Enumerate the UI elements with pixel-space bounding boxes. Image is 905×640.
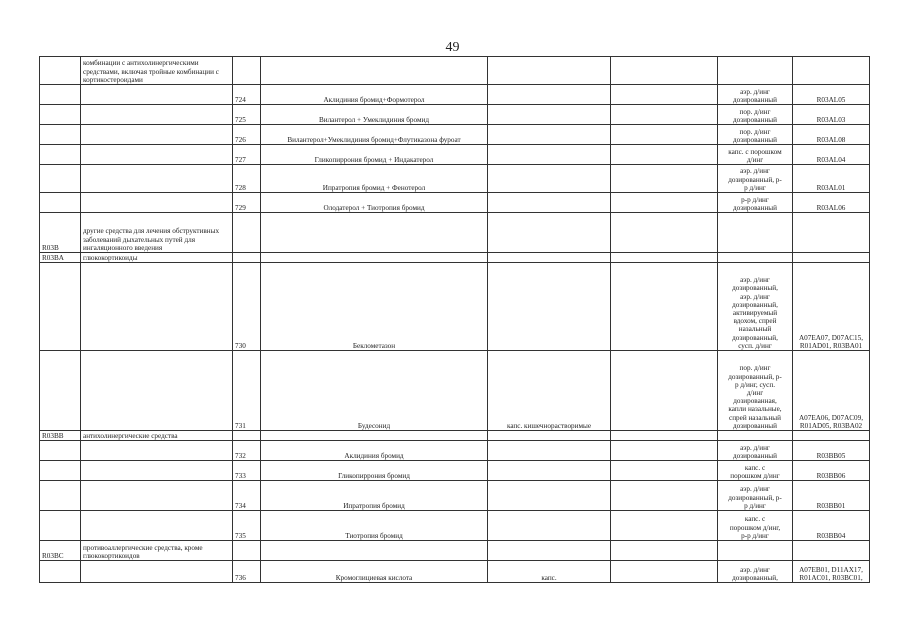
atc-group-code xyxy=(40,263,81,351)
dosage-form xyxy=(718,253,793,263)
empty-cell xyxy=(611,441,718,461)
table-row xyxy=(40,351,870,431)
dosage-form: капс. с порошком д/инг xyxy=(718,145,793,165)
dosage-form: аэр. д/инг дозированный xyxy=(718,441,793,461)
atc-codes xyxy=(793,57,870,85)
dosage-form: пор. д/инг дозированный, р- р д/инг, сусп. д/инг дозированная, капли назальные, спрей назальный дозированный xyxy=(718,351,793,431)
dosage-form: капс. с порошком д/инг xyxy=(718,461,793,481)
row-number xyxy=(233,541,261,561)
atc-codes: R03AL06 xyxy=(793,193,870,213)
atc-group-description: противоаллергические средства, кроме глюкокортикоидов xyxy=(81,541,233,561)
atc-group-code: R03BC xyxy=(40,541,81,561)
substance-name: Ипратропия бромид xyxy=(261,481,488,511)
dosage-form: пор. д/инг дозированный xyxy=(718,125,793,145)
substance-name: Гликопиррония бромид xyxy=(261,461,488,481)
substance-name: Аклидиния бромид+Формотерол xyxy=(261,85,488,105)
table-row xyxy=(40,213,870,253)
row-number: 731 xyxy=(233,351,261,431)
atc-codes xyxy=(793,213,870,253)
note-cell xyxy=(488,105,611,125)
empty-cell xyxy=(611,481,718,511)
row-number: 730 xyxy=(233,263,261,351)
dosage-form xyxy=(718,57,793,85)
empty-cell xyxy=(611,263,718,351)
dosage-form: аэр. д/инг дозированный, xyxy=(718,561,793,583)
empty-cell xyxy=(611,561,718,583)
empty-cell xyxy=(611,193,718,213)
substance-name: Гликопиррония бромид + Индакатерол xyxy=(261,145,488,165)
row-number xyxy=(233,57,261,85)
table-row xyxy=(40,105,870,125)
atc-codes xyxy=(793,541,870,561)
substance-name: Будесонид xyxy=(261,351,488,431)
atc-group-code xyxy=(40,511,81,541)
substance-name: Ипратропия бромид + Фенотерол xyxy=(261,165,488,193)
substance-name: Аклидиния бромид xyxy=(261,441,488,461)
note-cell xyxy=(488,541,611,561)
atc-group-code: R03BA xyxy=(40,253,81,263)
atc-group-description xyxy=(81,263,233,351)
atc-codes: R03AL01 xyxy=(793,165,870,193)
note-cell xyxy=(488,165,611,193)
atc-codes: R03AL04 xyxy=(793,145,870,165)
table-row xyxy=(40,253,870,263)
empty-cell xyxy=(611,85,718,105)
substance-name: Вилантерол + Умеклидиния бромид xyxy=(261,105,488,125)
empty-cell xyxy=(611,105,718,125)
dosage-form xyxy=(718,213,793,253)
atc-group-code xyxy=(40,145,81,165)
dosage-form: р-р д/инг дозированный xyxy=(718,193,793,213)
empty-cell xyxy=(611,351,718,431)
atc-group-code: R03B xyxy=(40,213,81,253)
note-cell: капс. кишечнорастворимые xyxy=(488,351,611,431)
atc-group-description xyxy=(81,441,233,461)
atc-group-description xyxy=(81,561,233,583)
atc-codes xyxy=(793,431,870,441)
atc-group-code xyxy=(40,105,81,125)
atc-group-code xyxy=(40,461,81,481)
atc-group-description: комбинации с антихолинергическими средствами, включая тройные комбинации с кортикостероидами xyxy=(81,57,233,85)
atc-group-description xyxy=(81,193,233,213)
note-cell xyxy=(488,263,611,351)
substance-name xyxy=(261,57,488,85)
empty-cell xyxy=(611,165,718,193)
note-cell xyxy=(488,145,611,165)
row-number: 729 xyxy=(233,193,261,213)
dosage-form xyxy=(718,431,793,441)
atc-codes: R03BB06 xyxy=(793,461,870,481)
note-cell xyxy=(488,481,611,511)
atc-group-description xyxy=(81,105,233,125)
atc-group-description xyxy=(81,481,233,511)
substance-name: Беклометазон xyxy=(261,263,488,351)
row-number: 724 xyxy=(233,85,261,105)
atc-group-code xyxy=(40,481,81,511)
atc-codes: R03AL05 xyxy=(793,85,870,105)
note-cell: капс. xyxy=(488,561,611,583)
substance-name xyxy=(261,431,488,441)
atc-group-code xyxy=(40,57,81,85)
table-row xyxy=(40,165,870,193)
atc-codes: R03AL03 xyxy=(793,105,870,125)
table-row xyxy=(40,145,870,165)
atc-group-code xyxy=(40,441,81,461)
note-cell xyxy=(488,125,611,145)
atc-group-code xyxy=(40,125,81,145)
atc-group-description xyxy=(81,351,233,431)
dosage-form: аэр. д/инг дозированный, р- р д/инг xyxy=(718,481,793,511)
atc-group-description xyxy=(81,165,233,193)
dosage-form xyxy=(718,541,793,561)
note-cell xyxy=(488,57,611,85)
table-row xyxy=(40,125,870,145)
atc-codes: A07EA06, D07AC09, R01AD05, R03BA02 xyxy=(793,351,870,431)
table-row xyxy=(40,511,870,541)
dosage-form: аэр. д/инг дозированный, р- р д/инг xyxy=(718,165,793,193)
atc-group-code xyxy=(40,561,81,583)
atc-group-description xyxy=(81,85,233,105)
atc-group-description: антихолинергические средства xyxy=(81,431,233,441)
atc-codes: R03BB01 xyxy=(793,481,870,511)
empty-cell xyxy=(611,145,718,165)
atc-codes xyxy=(793,253,870,263)
substance-name xyxy=(261,541,488,561)
empty-cell xyxy=(611,253,718,263)
atc-codes: R03BB04 xyxy=(793,511,870,541)
row-number: 725 xyxy=(233,105,261,125)
atc-group-description: глюкокортикоиды xyxy=(81,253,233,263)
table-row xyxy=(40,541,870,561)
atc-group-description xyxy=(81,511,233,541)
atc-group-description: другие средства для лечения обструктивных заболеваний дыхательных путей для ингаляционного введения xyxy=(81,213,233,253)
atc-group-description xyxy=(81,461,233,481)
empty-cell xyxy=(611,511,718,541)
atc-group-code xyxy=(40,165,81,193)
row-number: 733 xyxy=(233,461,261,481)
table-row xyxy=(40,481,870,511)
table-row xyxy=(40,57,870,85)
note-cell xyxy=(488,85,611,105)
atc-group-description xyxy=(81,145,233,165)
row-number: 728 xyxy=(233,165,261,193)
substance-name: Олодатерол + Тиотропия бромид xyxy=(261,193,488,213)
substance-name xyxy=(261,253,488,263)
atc-codes: A07EB01, D11AX17, R01AC01, R03BC01, xyxy=(793,561,870,583)
substance-name: Кромоглициевая кислота xyxy=(261,561,488,583)
atc-codes: A07EA07, D07AC15, R01AD01, R03BA01 xyxy=(793,263,870,351)
row-number: 727 xyxy=(233,145,261,165)
medication-table xyxy=(39,56,870,583)
atc-codes: R03AL08 xyxy=(793,125,870,145)
note-cell xyxy=(488,441,611,461)
table-row xyxy=(40,85,870,105)
empty-cell xyxy=(611,541,718,561)
atc-group-description xyxy=(81,125,233,145)
empty-cell xyxy=(611,125,718,145)
empty-cell xyxy=(611,57,718,85)
table-row xyxy=(40,431,870,441)
atc-group-code xyxy=(40,351,81,431)
page-number: 49 xyxy=(445,40,460,55)
substance-name: Тиотропия бромид xyxy=(261,511,488,541)
note-cell xyxy=(488,193,611,213)
atc-codes: R03BB05 xyxy=(793,441,870,461)
row-number xyxy=(233,253,261,263)
empty-cell xyxy=(611,213,718,253)
row-number: 735 xyxy=(233,511,261,541)
table-row xyxy=(40,263,870,351)
note-cell xyxy=(488,431,611,441)
table-row xyxy=(40,461,870,481)
atc-group-code xyxy=(40,193,81,213)
row-number xyxy=(233,431,261,441)
note-cell xyxy=(488,213,611,253)
dosage-form: аэр. д/инг дозированный, аэр. д/инг дозированный, активируемый вдохом, спрей назальный дозированный, сусп. д/инг xyxy=(718,263,793,351)
note-cell xyxy=(488,461,611,481)
dosage-form: пор. д/инг дозированный xyxy=(718,105,793,125)
dosage-form: капс. с порошком д/инг, р-р д/инг xyxy=(718,511,793,541)
row-number xyxy=(233,213,261,253)
note-cell xyxy=(488,511,611,541)
row-number: 726 xyxy=(233,125,261,145)
note-cell xyxy=(488,253,611,263)
row-number: 732 xyxy=(233,441,261,461)
atc-group-code: R03BB xyxy=(40,431,81,441)
table-row xyxy=(40,193,870,213)
row-number: 734 xyxy=(233,481,261,511)
empty-cell xyxy=(611,461,718,481)
empty-cell xyxy=(611,431,718,441)
substance-name xyxy=(261,213,488,253)
table-row xyxy=(40,441,870,461)
substance-name: Вилантерол+Умеклидиния бромид+Флутиказона фуроат xyxy=(261,125,488,145)
table-row xyxy=(40,561,870,583)
dosage-form: аэр. д/инг дозированный xyxy=(718,85,793,105)
atc-group-code xyxy=(40,85,81,105)
row-number: 736 xyxy=(233,561,261,583)
